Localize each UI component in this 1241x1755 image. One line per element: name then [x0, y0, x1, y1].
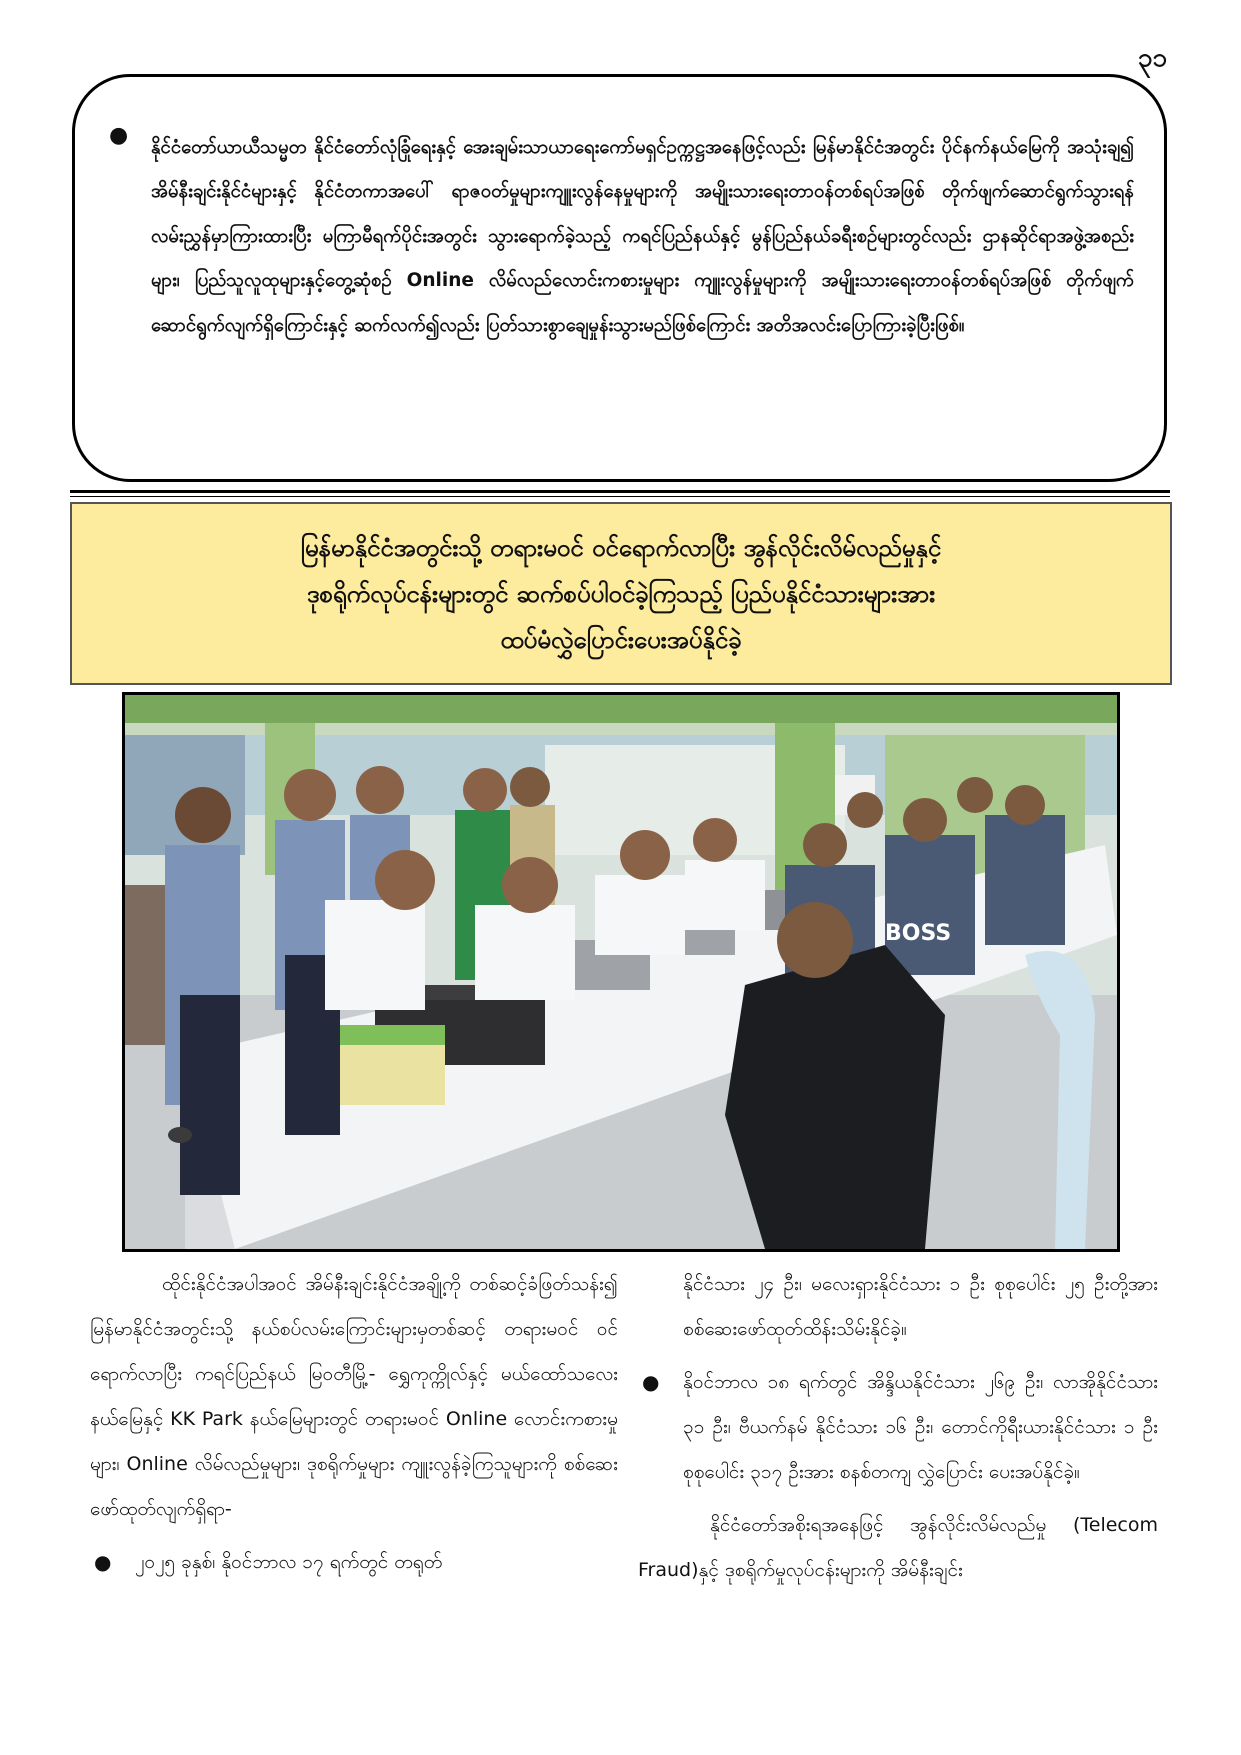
summary-text: နိုင်ငံတော်ယာယီသမ္မတ နိုင်ငံတော်လုံခြုံရေးနှင့် အေးချမ်းသာယာရေးကော်မရှင်ဥက္ကဋ္ဌအနေဖြင့်လည်း မြန်မာနိုင်ငံအတွင်း ပိုင်နက်နယ်မြေကို အသုံးချ၍ အိမ်နီးချင်းနိုင်ငံများနှင့် နိုင်ငံတကာအပေါ် ရာဇဝတ်မှုများကျူးလွန်နေမှုများကို အမျိုးသားရေးတာဝန်တစ်ရပ်အဖြစ် တိုက်ဖျက်ဆောင်ရွက်သွားရန် လမ်းညွှန်မှာကြားထားပြီး မကြာမီရက်ပိုင်းအတွင်း သွားရောက်ခဲ့သည့် ကရင်ပြည်နယ်နှင့် မွန်ပြည်နယ်ခရီးစဉ်များတွင်လည်း ဌာနဆိုင်ရာအဖွဲ့အစည်းများ၊ ပြည်သူလူထုများနှင့်တွေ့ဆုံစဉ် Online လိမ်လည်လောင်းကစားမှုများ ကျူးလွန်မှုများကို အမျိုးသားရေးတာဝန်တစ်ရပ်အဖြစ် တိုက်ဖျက်ဆောင်ရွက်လျက်ရှိကြောင်းနှင့် ဆက်လက်၍လည်း ပြတ်သားစွာချေမှုန်းသွားမည်ဖြစ်ကြောင်း အတိအလင်းပြောကြားခဲ့ပြီးဖြစ်။: [151, 136, 1134, 336]
headline-line-1: မြန်မာနိုင်ငံအတွင်းသို့ တရားမဝင် ဝင်ရောက်လာပြီး အွန်လိုင်းလိမ်လည်မှုနှင့်: [300, 533, 942, 562]
right-continuation: နိုင်ငံသား ၂၄ ဦး၊ မလေးရှားနိုင်ငံသား ၁ ဦး စုစုပေါင်း ၂၅ ဦးတို့အား စစ်ဆေးဖော်ထုတ်ထိန်းသိမ်းနိုင်ခဲ့။: [683, 1273, 1158, 1340]
right-bullet-item: [638, 1360, 1158, 1495]
headline-box: [70, 502, 1172, 685]
right-column: [638, 1262, 1158, 1593]
bullet-icon: ●: [94, 1550, 112, 1574]
summary-box: [72, 74, 1167, 482]
news-photo: [122, 692, 1120, 1252]
section-divider: [70, 490, 1170, 497]
boss-shirt-text: BOSS: [885, 921, 952, 946]
page-number: ၃၁: [1137, 43, 1167, 73]
headline-line-2: ဒုစရိုက်လုပ်ငန်းများတွင် ဆက်စပ်ပါဝင်ခဲ့ကြသည့် ပြည်ပနိုင်ငံသားများအား: [306, 579, 936, 608]
bullet-icon: ●: [642, 1370, 660, 1394]
photo-illustration: [125, 695, 1117, 1249]
left-column: [90, 1262, 618, 1585]
headline-line-3: ထပ်မံလွှဲပြောင်းပေးအပ်နိုင်ခဲ့: [500, 625, 742, 654]
left-paragraph: ထိုင်းနိုင်ငံအပါအဝင် အိမ်နီးချင်းနိုင်ငံအချို့ကို တစ်ဆင့်ခံဖြတ်သန်း၍ မြန်မာနိုင်ငံအတွင်းသို့ နယ်စပ်လမ်းကြောင်းများမှတစ်ဆင့် တရားမဝင် ဝင်ရောက်လာပြီး ကရင်ပြည်နယ် မြဝတီမြို့- ရွှေကုက္ကိုလ်နှင့် မယ်ထော်သလေးနယ်မြေနှင့် KK Park နယ်မြေများတွင် တရားမဝင် Online လောင်းကစားမှုများ၊ Online လိမ်လည်မှုများ၊ ဒုစရိုက်မှုများ ကျူးလွန်ခဲ့ကြသူများကို စစ်ဆေး ဖော်ထုတ်လျက်ရှိရာ-: [90, 1273, 618, 1520]
left-bullet-text: ၂၀၂၅ ခုနှစ်၊ နိုဝင်ဘာလ ၁၇ ရက်တွင် တရုတ်: [135, 1551, 443, 1573]
right-paragraph: နိုင်ငံတော်အစိုးရအနေဖြင့် အွန်လိုင်းလိမ်လည်မှု (Telecom Fraud)နှင့် ဒုစရိုက်မှုလုပ်ငန်းများကို အိမ်နီးချင်း: [638, 1514, 1158, 1581]
bullet-icon: ●: [109, 123, 129, 148]
right-bullet-text: နိုဝင်ဘာလ ၁၈ ရက်တွင် အိန္ဒိယနိုင်ငံသား ၂၆၉ ဦး၊ လာအိုနိုင်ငံသား ၃၁ ဦး၊ ဗီယက်နမ် နိုင်ငံသား ၁၆ ဦး၊ တောင်ကိုရီးယားနိုင်ငံသား ၁ ဦး စုစုပေါင်း ၃၁၇ ဦးအား စနစ်တကျ လွှဲပြောင်း ပေးအပ်နိုင်ခဲ့။: [683, 1371, 1158, 1483]
left-bullet-item: [90, 1540, 618, 1585]
